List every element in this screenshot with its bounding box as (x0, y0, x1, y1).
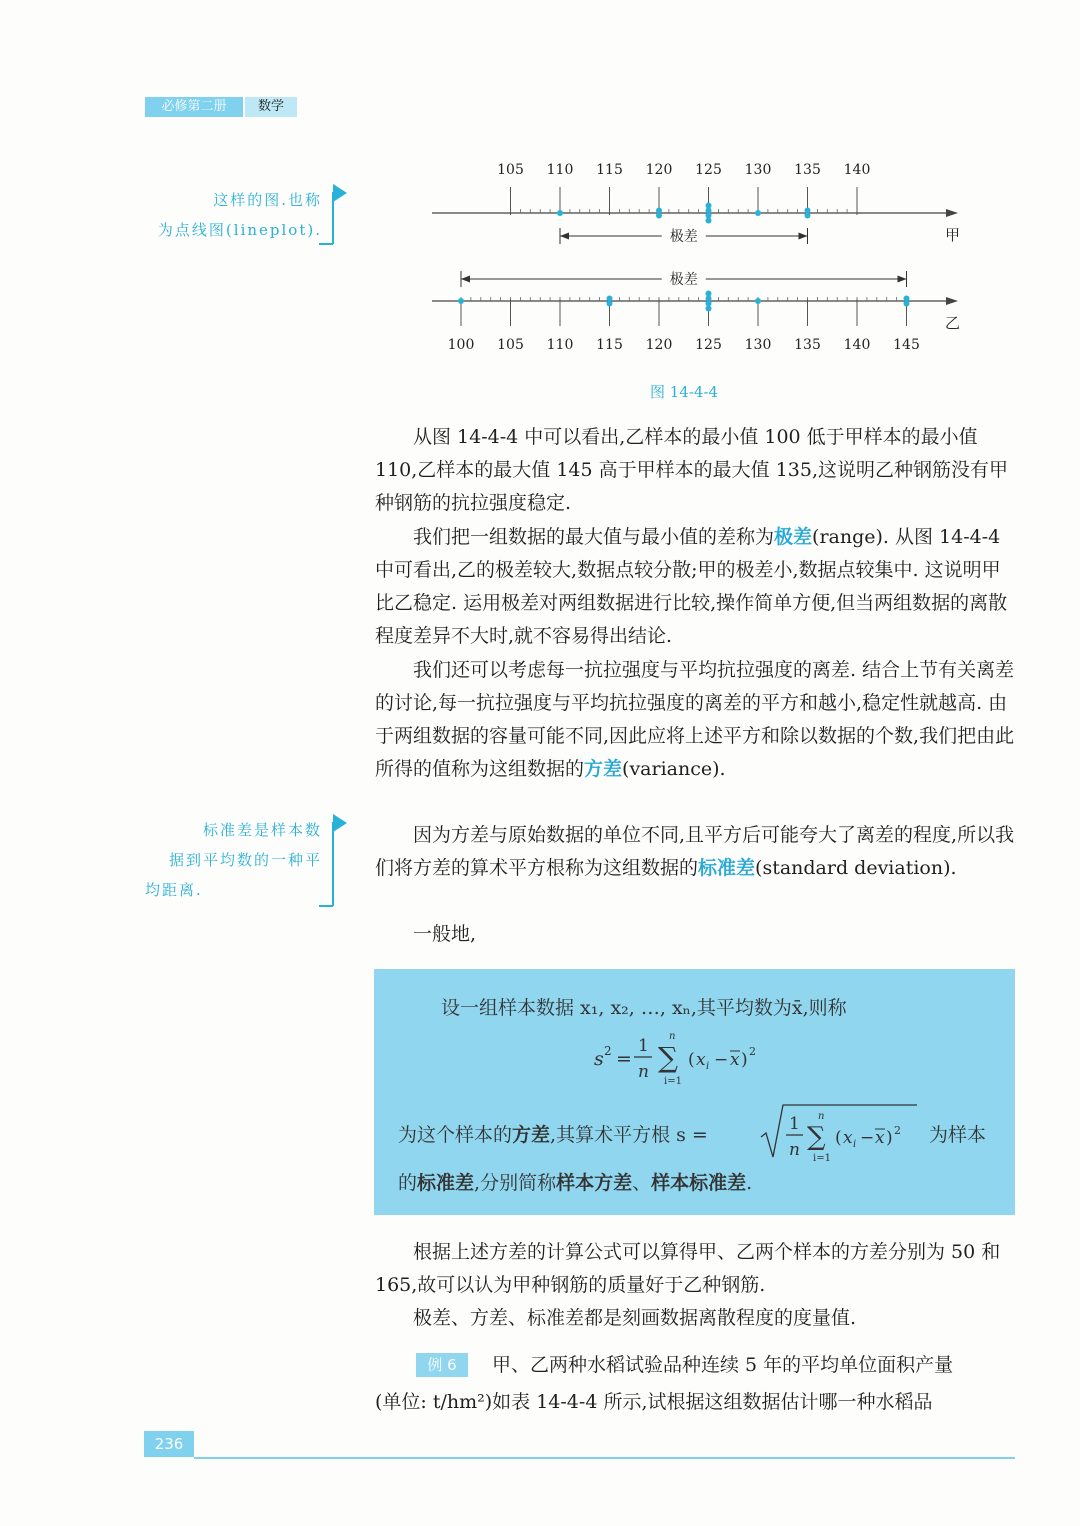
text: 、 (632, 1172, 652, 1194)
svg-text:s: s (594, 1048, 604, 1070)
paragraph-text: 从图 14-4-4 中可以看出,乙样本的最小值 100 低于甲样本的最小值 110,乙样本的最大值 145 高于甲样本的最大值 135,这说明乙种钢筋没有甲种钢筋的抗拉强度稳定. (375, 426, 1008, 514)
svg-text:∑: ∑ (658, 1041, 678, 1074)
definition-line-2-end: 为样本 (929, 1124, 987, 1146)
paragraph-text: (standard deviation). (755, 857, 957, 879)
range-label: 极差 (669, 229, 698, 245)
series-label-jia: 甲 (945, 226, 961, 244)
tick-label: 110 (546, 337, 574, 353)
tick-label: 125 (695, 337, 722, 353)
data-point (755, 298, 761, 304)
axis-arrow-icon (946, 209, 958, 217)
tick-label: 120 (645, 337, 673, 353)
text: ,分别简称 (474, 1172, 557, 1194)
data-point (557, 210, 563, 216)
tick-label: 140 (843, 162, 871, 178)
book-label: 必修第二册 (145, 97, 243, 117)
tick-label: 145 (893, 337, 920, 353)
note-line: 这样的图.也称 (213, 191, 322, 209)
data-point (755, 210, 761, 216)
page-number: 236 (144, 1431, 194, 1457)
term-stddev: 标准差 (698, 857, 756, 879)
lineplot-figure (420, 150, 980, 400)
svg-text:i: i (853, 1139, 857, 1150)
svg-text:x: x (843, 1128, 853, 1148)
term-variance: 方差 (584, 758, 623, 780)
text: 的 (398, 1172, 418, 1194)
lineplot-jia (432, 162, 960, 245)
note-line: 均距离. (145, 881, 203, 899)
paragraph-text: 我们还可以考虑每一抗拉强度与平均抗拉强度的离差. 结合上节有关离差的讨论,每一抗拉强度与平均抗拉强度的离差的平方和越小,稳定性就越高. 由于两组数据的容量可能不同,因此应将上述平方和除以数据的个数,我们把由此所得的值称为这组数据的 (375, 659, 1015, 780)
tick-label: 110 (546, 162, 574, 178)
note-flag-icon (333, 184, 347, 202)
data-point (706, 306, 712, 312)
axis-arrow-icon (946, 297, 958, 305)
term-sample-variance: 样本方差 (556, 1172, 633, 1194)
svg-text:i=1: i=1 (664, 1076, 682, 1087)
svg-text:2: 2 (604, 1044, 612, 1058)
tick-label: 125 (695, 162, 722, 178)
svg-text:n: n (818, 1111, 825, 1122)
paragraph-6 (375, 1236, 1015, 1302)
series-label-yi: 乙 (945, 314, 961, 332)
note-foot (319, 905, 333, 907)
range-arrow-icon (461, 276, 470, 283)
tick-label: 130 (744, 162, 772, 178)
paragraph-text: (variance). (622, 758, 726, 780)
svg-text:): ) (741, 1050, 748, 1070)
note-line: 标准差是样本数 (202, 821, 322, 839)
data-point (805, 213, 811, 219)
tick-label: 100 (447, 337, 475, 353)
paragraph-text: 我们把一组数据的最大值与最小值的差称为 (413, 526, 775, 548)
note-flag-icon (333, 814, 347, 832)
svg-text:∑: ∑ (807, 1122, 826, 1152)
svg-text:n: n (669, 1031, 676, 1042)
range-label: 极差 (669, 272, 698, 288)
svg-text:2: 2 (894, 1124, 901, 1137)
paragraph-7 (375, 1302, 1015, 1335)
paragraph-5 (375, 918, 1015, 951)
tick-label: 135 (794, 337, 821, 353)
note-bar (332, 822, 334, 906)
range-arrow-icon (560, 233, 569, 240)
note-line: 为点线图(lineplot). (157, 221, 322, 239)
svg-text:i=1: i=1 (813, 1153, 831, 1163)
paragraph-3 (375, 654, 1015, 786)
term-variance: 方差 (512, 1124, 551, 1146)
svg-text:1: 1 (789, 1114, 800, 1134)
note-bar (332, 192, 334, 244)
svg-text:(: ( (835, 1128, 842, 1148)
range-arrow-icon (799, 233, 808, 240)
tick-label: 135 (794, 162, 821, 178)
svg-text:−: − (714, 1050, 729, 1070)
svg-text:): ) (886, 1128, 893, 1148)
term-sample-stddev: 样本标准差 (651, 1172, 747, 1194)
tick-label: 105 (497, 162, 524, 178)
svg-text:1: 1 (638, 1036, 649, 1056)
example-label: 例 6 (416, 1353, 468, 1377)
svg-text:x: x (730, 1050, 740, 1070)
definition-line-1: 设一组样本数据 x₁, x₂, …, xₙ,其平均数为x̄,则称 (441, 997, 847, 1019)
margin-note-lineplot (130, 185, 322, 245)
footer-rule (194, 1457, 1015, 1459)
paragraph-text: 极差、方差、标准差都是刻画数据离散程度的度量值. (413, 1307, 857, 1329)
data-point (458, 298, 464, 304)
text: 为这个样本的 (398, 1124, 513, 1146)
range-arrow-icon (898, 276, 907, 283)
margin-note-stddev (120, 815, 322, 905)
paragraph-4 (375, 819, 1015, 885)
svg-text:n: n (638, 1062, 649, 1082)
svg-text:x: x (875, 1128, 885, 1148)
paragraph-2 (375, 521, 1015, 653)
definition-line-2 (398, 1120, 708, 1147)
data-point (607, 301, 613, 307)
stddev-formula (759, 1097, 919, 1163)
data-point (706, 218, 712, 224)
subject-label: 数学 (245, 97, 297, 117)
text: ,其算术平方根 s = (550, 1124, 708, 1146)
paragraph-text: 一般地, (413, 923, 477, 945)
svg-text:x: x (696, 1050, 706, 1070)
lineplot-yi (432, 271, 960, 353)
svg-text:=: = (616, 1048, 632, 1070)
definition-line-3 (398, 1168, 752, 1195)
svg-text:−: − (860, 1128, 875, 1148)
example-text-2: (单位: t/hm²)如表 14-4-4 所示,试根据这组数据估计哪一种水稻品 (375, 1391, 933, 1413)
svg-text:(: ( (688, 1050, 695, 1070)
variance-formula (594, 1027, 794, 1087)
tick-label: 115 (596, 337, 623, 353)
figure-caption: 图 14-4-4 (650, 383, 719, 401)
tick-label: 115 (596, 162, 623, 178)
term-stddev: 标准差 (417, 1172, 475, 1194)
svg-text:n: n (789, 1140, 800, 1160)
tick-label: 105 (497, 337, 524, 353)
example-text-1: 甲、乙两种水稻试验品种连续 5 年的平均单位面积产量 (492, 1354, 954, 1376)
tick-label: 120 (645, 162, 673, 178)
paragraph-1 (375, 421, 1015, 520)
data-point (904, 301, 910, 307)
paragraph-text: 因为方差与原始数据的单位不同,且平方后可能夸大了离差的程度,所以我们将方差的算术平方根称为这组数据的 (375, 824, 1015, 879)
definition-box (374, 969, 1015, 1215)
tick-label: 130 (744, 337, 772, 353)
data-point (656, 213, 662, 219)
paragraph-text: 根据上述方差的计算公式可以算得甲、乙两个样本的方差分别为 50 和 165,故可以认为甲种钢筋的质量好于乙种钢筋. (375, 1241, 1001, 1296)
term-range: 极差 (774, 526, 813, 548)
note-foot (319, 243, 333, 245)
svg-text:2: 2 (749, 1045, 756, 1058)
text: . (746, 1172, 753, 1194)
paragraph-text: (range). 从图 14-4-4中可看出,乙的极差较大,数据点较分散;甲的极差小,数据点较集中. 这说明甲比乙稳定. 运用极差对两组数据进行比较,操作简单方便,但当两组数据的离散程度差异不大时,就不容易得出结论. (375, 526, 1008, 647)
note-line: 据到平均数的一种平 (168, 851, 322, 869)
svg-text:i: i (706, 1061, 710, 1072)
tick-label: 140 (843, 337, 871, 353)
